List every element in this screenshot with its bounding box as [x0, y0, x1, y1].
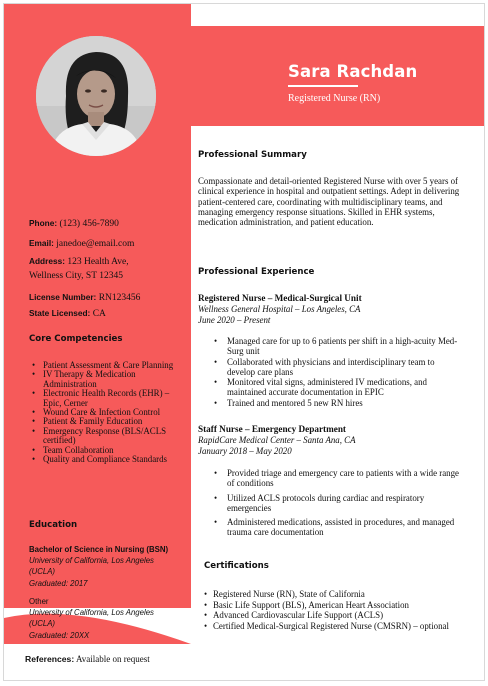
- contact-license: [29, 290, 140, 305]
- degree-title: Bachelor of Science in Nursing (BSN): [29, 545, 169, 554]
- contact-phone: [29, 216, 119, 231]
- university: University of California, Los Angeles (UCLA): [29, 556, 154, 577]
- profile-photo: [36, 36, 156, 156]
- job-dates: June 2020 – Present: [198, 315, 271, 325]
- graduation-date: Graduated: 20XX: [29, 630, 90, 640]
- list-item: • Administered medications, assisted in procedures, and managed trauma care documentation: [214, 517, 464, 538]
- university: University of California, Los Angeles (UCLA): [29, 608, 154, 629]
- list-item: • Patient Assessment & Care Planning: [30, 361, 182, 370]
- list-item: • Monitored vital signs, administered IV medications, and maintained accurate documentation in EPIC: [214, 377, 464, 398]
- list-item: • Trained and mentored 5 new RN hires: [214, 398, 464, 408]
- education-entry: [29, 596, 179, 641]
- competencies-list: [30, 361, 182, 464]
- competencies-heading: Core Competencies: [29, 334, 123, 344]
- name-underline: [288, 85, 358, 87]
- list-item: • Collaborated with physicians and interdisciplinary team to develop care plans: [214, 357, 464, 378]
- job-employer: RapidCare Medical Center – Santa Ana, CA: [198, 435, 356, 445]
- education-entry: [29, 544, 179, 589]
- contact-email: [29, 236, 134, 251]
- contact-state: [29, 306, 106, 321]
- resume-page: [3, 3, 485, 681]
- job-title: Registered Nurse – Medical-Surgical Unit: [198, 293, 362, 303]
- list-item: • IV Therapy & Medication Administration: [30, 370, 182, 389]
- job-bullets: [214, 468, 464, 538]
- job-title: Staff Nurse – Emergency Department: [198, 424, 346, 434]
- references-label: References:: [25, 654, 75, 664]
- graduation-date: Graduated: 2017: [29, 578, 88, 588]
- phone-value: (123) 456-7890: [59, 219, 119, 229]
- list-item: • Quality and Compliance Standards: [30, 455, 182, 464]
- address-line2: Wellness City, ST 12345: [29, 271, 123, 281]
- state-value: CA: [92, 309, 106, 319]
- list-item: • Certified Medical-Surgical Registered Nurse (CMSRN) – optional: [204, 621, 464, 632]
- education-heading: Education: [29, 520, 78, 530]
- list-item: • Utilized ACLS protocols during cardiac and respiratory emergencies: [214, 493, 464, 514]
- list-item: • Managed care for up to 6 patients per shift in a high-acuity Med-Surg unit: [214, 336, 464, 357]
- list-item: • Team Collaboration: [30, 446, 182, 455]
- email-value: janedoe@email.com: [56, 239, 135, 249]
- license-value: RN123456: [98, 293, 141, 303]
- list-item: • Registered Nurse (RN), State of California: [204, 589, 464, 600]
- references: [25, 654, 150, 664]
- list-item: • Patient & Family Education: [30, 417, 182, 426]
- job-employer: Wellness General Hospital – Los Angeles, CA: [198, 304, 361, 314]
- list-item: • Emergency Response (BLS/ACLS certified): [30, 427, 182, 446]
- experience-heading: Professional Experience: [198, 267, 315, 277]
- list-item: • Advanced Cardiovascular Life Support (ACLS): [204, 610, 464, 621]
- summary-heading: Professional Summary: [198, 150, 307, 160]
- address-label: Address:: [29, 256, 65, 266]
- avatar: [36, 36, 156, 156]
- address-line1: 123 Health Ave,: [67, 257, 129, 267]
- email-label: Email:: [29, 238, 54, 248]
- summary-text: Compassionate and detail-oriented Registered Nurse with over 5 years of clinical experience in hospital and outpatient settings. Adept in delivering patient-centered care, coordinating with multidisciplinary teams, and managing emergency response situations. Skilled in EHR systems, medication administration, and patient education.: [198, 176, 460, 228]
- contact-address: [29, 254, 129, 283]
- candidate-name: Sara Rachdan: [288, 62, 418, 81]
- license-label: License Number:: [29, 292, 97, 302]
- job-role: Registered Nurse (RN): [288, 93, 381, 104]
- job-dates: January 2018 – May 2020: [198, 446, 292, 456]
- list-item: • Wound Care & Infection Control: [30, 408, 182, 417]
- certifications-list: [204, 589, 464, 631]
- list-item: • Electronic Health Records (EHR) – Epic, Cerner: [30, 389, 182, 408]
- list-item: • Basic Life Support (BLS), American Heart Association: [204, 600, 464, 611]
- list-item: • Provided triage and emergency care to patients with a wide range of conditions: [214, 468, 464, 489]
- job-bullets: [214, 336, 464, 408]
- state-label: State Licensed:: [29, 308, 91, 318]
- phone-label: Phone:: [29, 218, 58, 228]
- references-value: Available on request: [75, 654, 150, 664]
- certifications-heading: Certifications: [204, 561, 269, 571]
- degree-title: Other: [29, 597, 49, 606]
